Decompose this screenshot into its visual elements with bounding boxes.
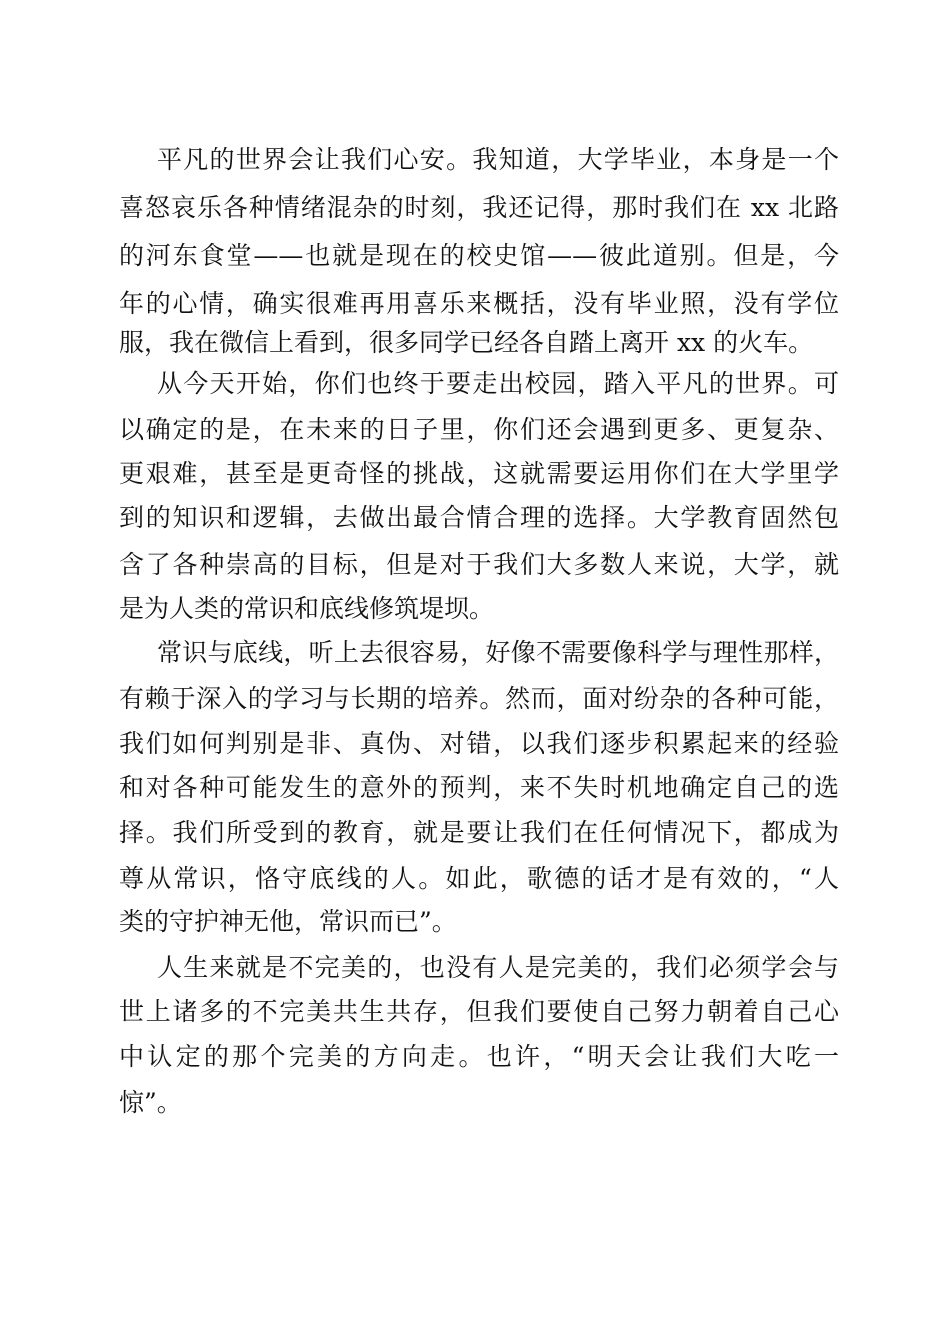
paragraph-4-line-2: 世上诸多的不完美共生共存，但我们要使自己努力朝着自己心	[119, 997, 839, 1026]
paragraph-2-line-2: 以确定的是，在未来的日子里，你们还会遇到更多、更复杂、	[119, 415, 839, 444]
paragraph-2-line-3: 更艰难，甚至是更奇怪的挑战，这就需要运用你们在大学里学	[119, 459, 839, 488]
paragraph-3-line-6: 尊从常识，恪守底线的人。如此，歌德的话才是有效的，“人	[119, 864, 839, 893]
paragraph-2-line-4: 到的知识和逻辑，去做出最合情合理的选择。大学教育固然包	[119, 503, 839, 532]
paragraph-3-line-4: 和对各种可能发生的意外的预判，来不失时机地确定自己的选	[119, 773, 839, 802]
paragraph-2-line-6: 是为人类的常识和底线修筑堤坝。	[119, 594, 495, 623]
paragraph-4-line-4: 惊”。	[119, 1088, 182, 1117]
paragraph-1-line-5: 服，我在微信上看到，很多同学已经各自踏上离开 xx 的火车。	[119, 328, 814, 357]
paragraph-2-line-5: 含了各种崇高的目标，但是对于我们大多数人来说，大学，就	[119, 550, 839, 579]
paragraph-1-line-4: 年的心情，确实很难再用喜乐来概括，没有毕业照，没有学位	[119, 289, 839, 318]
paragraph-3-line-1: 常识与底线，听上去很容易，好像不需要像科学与理性那样，	[157, 638, 839, 667]
paragraph-4-line-3: 中认定的那个完美的方向走。也许，“明天会让我们大吃一	[119, 1042, 839, 1071]
paragraph-1-line-1: 平凡的世界会让我们心安。我知道，大学毕业，本身是一个	[157, 145, 839, 174]
paragraph-3-line-3: 我们如何判别是非、真伪、对错，以我们逐步积累起来的经验	[119, 729, 839, 758]
paragraph-1-line-3: 的河东食堂——也就是现在的校史馆——彼此道别。但是，今	[119, 241, 839, 270]
paragraph-3-line-7: 类的守护神无他，常识而已”。	[119, 907, 457, 936]
paragraph-2-line-1: 从今天开始，你们也终于要走出校园，踏入平凡的世界。可	[157, 369, 839, 398]
paragraph-3-line-2: 有赖于深入的学习与长期的培养。然而，面对纷杂的各种可能，	[119, 684, 839, 713]
paragraph-4-line-1: 人生来就是不完美的，也没有人是完美的，我们必须学会与	[157, 953, 839, 982]
paragraph-3-line-5: 择。我们所受到的教育，就是要让我们在任何情况下，都成为	[119, 818, 839, 847]
paragraph-1-line-2: 喜怒哀乐各种情绪混杂的时刻，我还记得，那时我们在 xx 北路	[119, 193, 839, 222]
